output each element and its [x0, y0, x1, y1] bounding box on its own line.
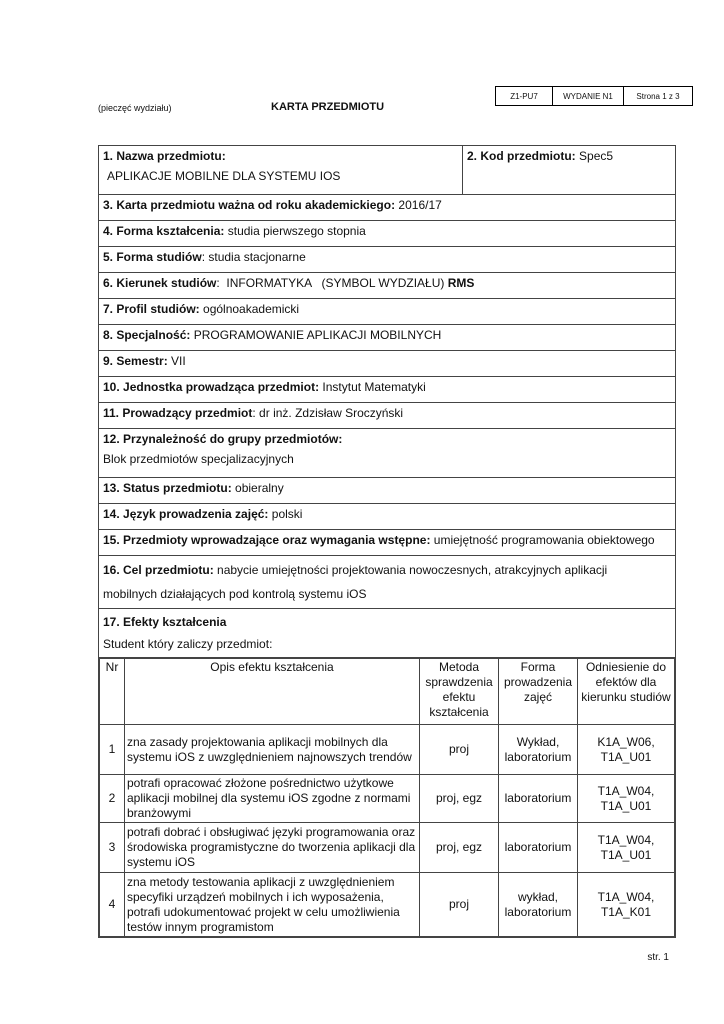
cell-method: proj: [420, 873, 499, 937]
field-effects: [99, 609, 676, 658]
cell-ref: K1A_W06, T1A_U01: [578, 725, 675, 775]
field-value: mobilnych działających pod kontrolą systemu iOS: [103, 587, 367, 601]
field-label: 3. Karta przedmiotu ważna od roku akademickiego:: [103, 198, 396, 212]
cell-form: wykład, laboratorium: [499, 873, 578, 937]
cell-form: Wykład, laboratorium: [499, 725, 578, 775]
field-course-name: [99, 146, 463, 195]
field-label: 12. Przynależność do grupy przedmiotów:: [103, 432, 343, 446]
field-label: 13. Status przedmiotu:: [103, 481, 232, 495]
col-header-desc: Opis efektu kształcenia: [125, 659, 420, 725]
cell-nr: 3: [100, 823, 125, 873]
page-counter: Strona 1 z 3: [636, 91, 680, 101]
cell-nr: 4: [100, 873, 125, 937]
cell-method: proj, egz: [420, 775, 499, 823]
table-row: [100, 775, 675, 823]
cell-desc: potrafi dobrać i obsługiwać języki programowania oraz środowiska programistyczne do tworzenia aplikacji dla systemu iOS: [125, 823, 420, 873]
edition: WYDANIE N1: [553, 87, 624, 105]
cell-ref: T1A_W04, T1A_K01: [578, 873, 675, 937]
field-unit: [99, 377, 676, 403]
cell-nr: 2: [100, 775, 125, 823]
col-header-form: Forma prowadzenia zajęć: [499, 659, 578, 725]
field-label: 10. Jednostka prowadząca przedmiot:: [103, 380, 320, 394]
doc-code: Z1-PU7: [496, 87, 553, 105]
field-value: : studia stacjonarne: [201, 250, 306, 264]
field-lecturer: [99, 403, 676, 429]
field-label: 8. Specjalność:: [103, 328, 191, 342]
field-course-code: [463, 146, 676, 195]
table-row: [100, 725, 675, 775]
field-language: [99, 504, 676, 530]
field-value: umiejętność programowania obiektowego: [433, 533, 655, 547]
document-title: KARTA PRZEDMIOTU: [271, 101, 385, 113]
effects-container: [99, 658, 676, 938]
field-profile: [99, 299, 676, 325]
table-row: [100, 823, 675, 873]
col-header-nr: Nr: [100, 659, 125, 725]
col-header-ref: Odniesienie do efektów dla kierunku studiów: [578, 659, 675, 725]
field-value: APLIKACJE MOBILNE DLA SYSTEMU IOS: [107, 169, 341, 183]
field-label: 2. Kod przedmiotu:: [467, 149, 576, 163]
field-label: 1. Nazwa przedmiotu:: [103, 149, 226, 163]
field-value: ogólnoakademicki: [203, 302, 300, 316]
field-value: PROGRAMOWANIE APLIKACJI MOBILNYCH: [193, 328, 442, 342]
field-value: VII: [171, 354, 186, 368]
field-label: 15. Przedmioty wprowadzające oraz wymagania wstępne:: [103, 533, 431, 547]
field-direction: [99, 273, 676, 299]
field-value: : dr inż. Zdzisław Sroczyński: [252, 406, 404, 420]
field-label: 5. Forma studiów: [103, 250, 202, 264]
cell-nr: 1: [100, 725, 125, 775]
cell-method: proj: [420, 725, 499, 775]
field-specialty: [99, 325, 676, 351]
field-value: : INFORMATYKA (SYMBOL WYDZIAŁU): [216, 276, 445, 290]
table-row: [100, 873, 675, 937]
field-value: obieralny: [235, 481, 284, 495]
cell-form: laboratorium: [499, 775, 578, 823]
field-goal: [99, 556, 676, 609]
field-semester: [99, 351, 676, 377]
cell-desc: potrafi opracować złożone pośrednictwo użytkowe aplikacji mobilnej dla systemu iOS zgodne z normami branżowymi: [125, 775, 420, 823]
cell-desc: zna metody testowania aplikacji z uwzględnieniem specyfiki urządzeń mobilnych i ich wyposażenia, potrafi udokumentować projekt w celu umożliwienia testów innym programistom: [125, 873, 420, 937]
field-study-form: [99, 247, 676, 273]
field-label: 16. Cel przedmiotu:: [103, 563, 214, 577]
field-value: Spec5: [579, 149, 614, 163]
field-year: [99, 195, 676, 221]
field-prerequisites: [99, 530, 676, 556]
field-label: 11. Prowadzący przedmiot: [103, 406, 253, 420]
field-symbol: RMS: [447, 276, 475, 290]
col-header-method: Metoda sprawdzenia efektu kształcenia: [420, 659, 499, 725]
field-value: Instytut Matematyki: [322, 380, 426, 394]
field-value: Student który zaliczy przedmiot:: [103, 637, 273, 651]
cell-ref: T1A_W04, T1A_U01: [578, 823, 675, 873]
course-card-table: [98, 145, 676, 938]
cell-method: proj, egz: [420, 823, 499, 873]
field-label: 6. Kierunek studiów: [103, 276, 217, 290]
field-label: 14. Język prowadzenia zajęć:: [103, 507, 269, 521]
field-label: 4. Forma kształcenia:: [103, 224, 225, 238]
stamp-label: (pieczęć wydziału): [98, 103, 172, 113]
field-value: polski: [271, 507, 303, 521]
field-label: 7. Profil studiów:: [103, 302, 200, 316]
cell-ref: T1A_W04, T1A_U01: [578, 775, 675, 823]
field-value: Blok przedmiotów specjalizacyjnych: [103, 452, 294, 466]
header-info-box: [495, 86, 693, 106]
field-value: studia pierwszego stopnia: [227, 224, 366, 238]
effects-table: [99, 658, 675, 937]
field-label: 9. Semestr:: [103, 354, 168, 368]
field-value: 2016/17: [398, 198, 442, 212]
cell-desc: zna zasady projektowania aplikacji mobilnych dla systemu iOS z uwzględnieniem najnowszych trendów: [125, 725, 420, 775]
page-number: str. 1: [647, 952, 669, 963]
field-value: nabycie umiejętności projektowania nowoczesnych, atrakcyjnych aplikacji: [217, 563, 608, 577]
field-group: [99, 429, 676, 478]
field-form: [99, 221, 676, 247]
field-status: [99, 478, 676, 504]
field-label: 17. Efekty kształcenia: [103, 615, 227, 629]
cell-form: laboratorium: [499, 823, 578, 873]
